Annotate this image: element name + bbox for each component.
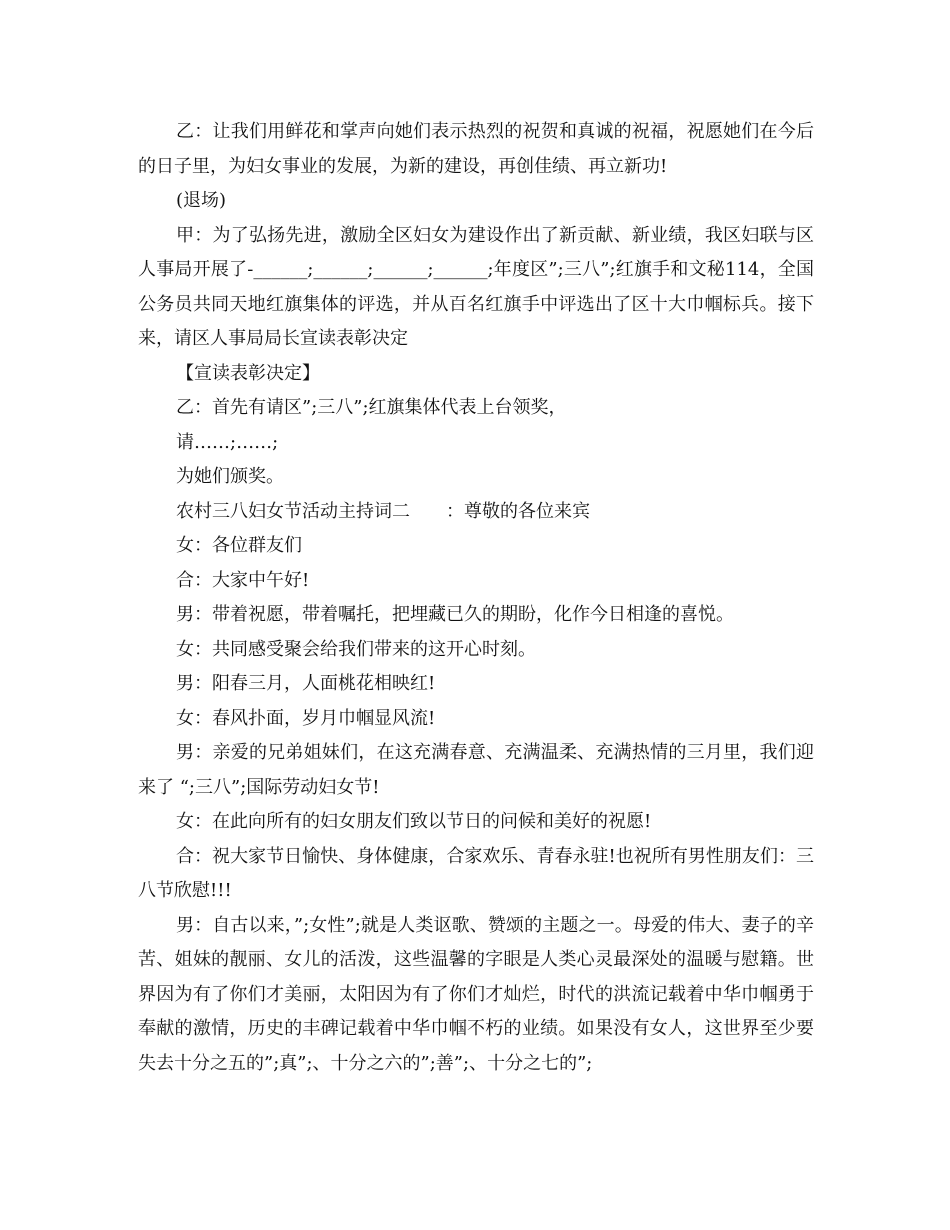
- paragraph: 乙：首先有请区”;三八”;红旗集体代表上台领奖，: [176, 397, 567, 418]
- paragraph: 男：亲爱的兄弟姐妹们，在这充满春意、充满温柔、充满热情的三月里，我们迎来了 “;三八”;国际劳动妇女节!: [138, 742, 814, 798]
- paragraph: 乙：让我们用鲜花和掌声向她们表示热烈的祝贺和真诚的祝福，祝愿她们在今后的日子里，为妇女事业的发展，为新的建设，再创佳绩、再立新功!: [138, 121, 814, 177]
- paragraph: 男：阳春三月，人面桃花相映红!: [176, 673, 436, 694]
- paragraph: 男：带着祝愿，带着嘱托，把埋藏已久的期盼，化作今日相逢的喜悦。: [176, 604, 734, 625]
- paragraph: 女：在此向所有的妇女朋友们致以节日的问候和美好的祝愿!: [176, 811, 652, 832]
- section-heading: 农村三八妇女节活动主持词二 ：尊敬的各位来宾: [176, 500, 590, 522]
- paragraph: 女：各位群友们: [176, 535, 302, 556]
- paragraph: 为她们颁奖。: [176, 466, 284, 487]
- document-body: [138, 115, 814, 1081]
- paragraph: 合：大家中午好!: [176, 569, 310, 591]
- paragraph: (退场): [176, 190, 227, 211]
- paragraph: 男：自古以来，”;女性”;就是人类讴歌、赞颂的主题之一。母爱的伟大、妻子的辛苦、姐妹的靓丽、女儿的活泼，这些温馨的字眼是人类心灵最深处的温暖与慰籍。世界因为有了你们才美丽，太阳因为有了你们才灿烂，时代的洪流记载着中华巾帼勇于奉献的激情，历史的丰碑记载着中华巾帼不朽的业绩。如果没有女人，这世界至少要失去十分之五的”;真”;、十分之六的”;善”;、十分之七的”;: [138, 914, 814, 1074]
- paragraph: 女：春风扑面，岁月巾帼显风流!: [176, 707, 436, 729]
- paragraph: 【宣读表彰决定】: [176, 362, 320, 384]
- paragraph: 甲：为了弘扬先进，激励全区妇女为建设作出了新贡献、新业绩，我区妇联与区人事局开展了-______;______;______;______;年度区”;三八”;红旗手和文秘114，全国公务员共同天地红旗集体的评选，并从百名红旗手中评选出了区十大巾帼标兵。接下来，请区人事局局长宣读表彰决定: [138, 224, 814, 349]
- paragraph: 合：祝大家节日愉快、身体健康，合家欢乐、青春永驻!也祝所有男性朋友们：三八节欣慰!!!: [138, 845, 814, 901]
- paragraph: 请……;……;: [176, 431, 279, 453]
- paragraph: 女：共同感受聚会给我们带来的这开心时刻。: [176, 638, 536, 660]
